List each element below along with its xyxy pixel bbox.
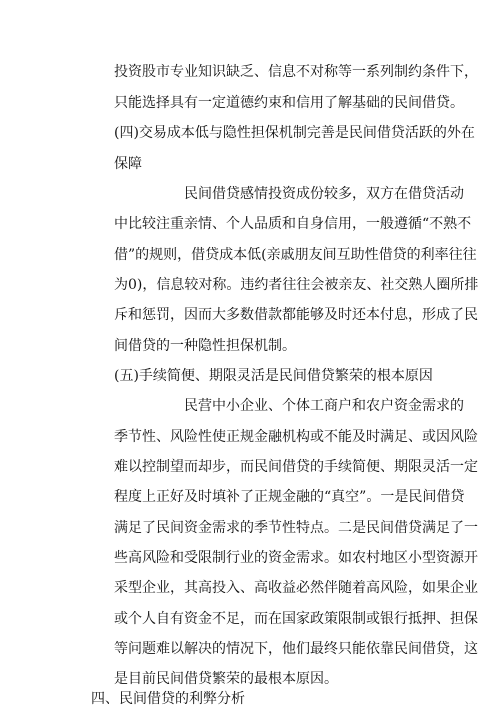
section-heading: (四)交易成本低与隐性担保机制完善是民间借贷活跃的外在 xyxy=(114,125,475,141)
text-line: 季节性、风险性使正规金融机构或不能及时满足、或因风险 xyxy=(114,429,478,445)
chapter-heading: 四、民间借贷的利弊分析 xyxy=(91,691,245,707)
text-line: 为0)，信息较对称。违约者往往会被亲友、社交熟人圈所排 xyxy=(114,277,479,293)
section-heading: (五)手续简便、期限灵活是民间借贷繁荣的根本原因 xyxy=(114,368,433,384)
text-line: 中比较注重亲情、个人品质和自身信用，一般遵循“不熟不 xyxy=(114,216,472,232)
text-line: 是目前民间借贷繁荣的最根本原因。 xyxy=(114,671,338,687)
text-line: 程度上正好及时填补了正规金融的“真空”。一是民间借贷 xyxy=(114,489,465,505)
text-line: 间借贷的一种隐性担保机制。 xyxy=(114,338,296,354)
text-line: 些高风险和受限制行业的资金需求。如农村地区小型资源开 xyxy=(114,550,478,566)
paragraph-start-line: 民间借贷感情投资成份较多，双方在借贷活动 xyxy=(184,186,464,202)
paragraph-start-line: 民营中小企业、个体工商户和农户资金需求的 xyxy=(184,398,464,414)
section-heading-continued: 保障 xyxy=(114,156,142,172)
text-line: 借”的规则，借贷成本低(亲戚朋友间互助性借贷的利率往往 xyxy=(114,247,477,263)
text-line: 只能选择具有一定道德约束和信用了解基础的民间借贷。 xyxy=(114,95,464,111)
text-line: 斥和惩罚，因而大多数借款都能够及时还本付息，形成了民 xyxy=(114,307,478,323)
text-line: 采型企业，其高投入、高收益必然伴随着高风险，如果企业 xyxy=(114,580,478,596)
text-line: 或个人自有资金不足，而在国家政策限制或银行抵押、担保 xyxy=(114,611,478,627)
text-line: 难以控制望而却步，而民间借贷的手续简便、期限灵活一定 xyxy=(114,459,478,475)
text-line: 投资股市专业知识缺乏、信息不对称等一系列制约条件下， xyxy=(114,64,478,80)
text-line: 等问题难以解决的情况下，他们最终只能依靠民间借贷，这 xyxy=(114,641,478,657)
text-line: 满足了民间资金需求的季节性特点。二是民间借贷满足了一 xyxy=(114,520,478,536)
